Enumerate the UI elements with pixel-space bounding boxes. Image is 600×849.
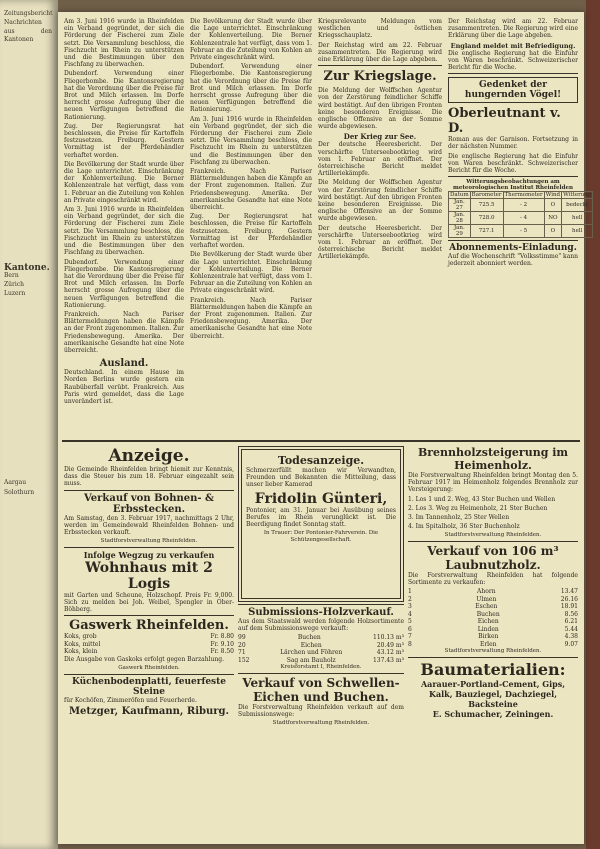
kriegslage-text3: Die Meldung der Wolffschen Agentur von der Zerstörung feindlicher Schiffe wird bestätigt. Auf den übrigen Fronten keine besonderen Ereignisse. Die englische Offensive an der Somme wurde abgewiesen. <box>318 179 442 223</box>
lh-num: 5 <box>408 618 412 626</box>
kriegslage-text2: Der deutsche Heeresbericht. Der verschärfte Unterseebootkrieg wird vom 1. Februar an eröffnet. Der österreichische Bericht meldet Artilleriekämpfe. <box>318 141 442 178</box>
sub-item: Lärchen und Föhren <box>280 649 343 657</box>
col1-top-text: Am 3. Juni 1916 wurde in Rheinfelden ein Verband gegründet, der sich die Förderung der Fischerei zum Ziele setzt. Die Versammlung beschloss, die Fischzucht im Rhein zu unterstützen und die Bestimmungen über den Fischfang zu überwachen. <box>64 18 184 69</box>
oberleutnant-heading: Oberleutnant v. D. <box>448 106 561 137</box>
cell: 725.5 <box>470 199 503 212</box>
metzger-heading: Metzger, Kaufmann, Riburg. <box>68 705 229 717</box>
sub-vol: 137.43 m³ <box>372 656 404 664</box>
submission-row <box>238 657 404 665</box>
sub-num: 99 <box>238 634 246 642</box>
weather-row <box>449 199 593 212</box>
lh-num: 1 <box>408 588 412 596</box>
gaswerk-row <box>64 648 234 656</box>
laubholz-row <box>408 633 578 641</box>
previous-page <box>0 0 58 849</box>
prev-line-3: aus den Kantonen <box>4 28 52 43</box>
wohnhaus-text: mit Garten und Scheune, Holzschopf. Preis Fr. 9,000. Sich zu melden bei Joh. Weibel, Spengler in Ober-Böhberg. <box>64 591 234 614</box>
col2-text-e: Die Bevölkerung der Stadt wurde über die Lage unterrichtet. Einschränkung der Kohlenverteilung. Die Berner Kohlenzentrale hat verfügt, dass vom 1. Februar an die Zuteilung von Kohlen an Private eingeschränkt wird. <box>190 251 312 295</box>
schwellen-heading: Verkauf von Schwellen-Eichen und Buchen. <box>242 675 400 704</box>
column-3 <box>318 18 442 436</box>
gaswerk-row <box>64 633 234 641</box>
gaswerk-sign: Gaswerk Rheinfelden. <box>118 665 180 672</box>
cell: Jan. 29 <box>449 225 471 238</box>
col4-text2: Die englische Regierung hat die Einfuhr von Waren beschränkt. Schweizerischer Bericht für die Woche. <box>448 49 578 72</box>
lh-vol: 8.56 <box>564 610 578 618</box>
cell: - 5 <box>503 225 544 238</box>
baumaterialien-text: Aarauer-Portland-Cement, Gips, Kalk, Bauziegel, Dachziegel, Backsteine <box>420 678 566 709</box>
col2-text: Die Bevölkerung der Stadt wurde über die Lage unterrichtet. Einschränkung der Kohlenverteilung. Die Berner Kohlenzentrale hat verfügt, dass vom 1. Februar an die Zuteilung von Kohlen an Private eingeschränkt wird. <box>190 18 312 62</box>
sub-vol: 43.12 m³ <box>376 649 404 657</box>
cell: O <box>544 199 561 212</box>
oberleutnant-text-b: Die englische Regierung hat die Einfuhr von Waren beschränkt. Schweizerischer Bericht für die Woche. <box>448 152 578 175</box>
brennholz-sign: Stadtforstverwaltung Rheinfelden. <box>444 532 542 539</box>
cell: Jan. 28 <box>449 212 471 225</box>
schwellen-text: Die Forstverwaltung Rheinfelden verkauft auf dem Submissionswege: <box>238 703 404 719</box>
col2-text2: Frankreich. Nach Pariser Blättermeldungen haben die Kämpfe an der Front zugenommen. Italien. Zur Friedensbewegung. Amerika. Der amerikanische Gesandte hat eine Note überreicht. <box>190 168 312 212</box>
brennholz-item-4: 4. Im Spitalholz, 36 Ster Buchenholz <box>408 523 520 531</box>
laubholz-row <box>408 588 578 596</box>
col3-text-b: Der Reichstag wird am 22. Februar zusammentreten. Die Regierung wird eine Erklärung über die Lage abgeben. <box>318 41 442 64</box>
lh-item: Eichen <box>477 618 499 626</box>
todes-title: Todesanzeige. <box>277 454 365 467</box>
gaswerk-text: Die Ausgabe von Gaskoks erfolgt gegen Barzahlung. <box>64 655 225 663</box>
lh-item: Linden <box>477 625 499 633</box>
brennholz-item-3: 3. Im Tannenholz, 25 Ster Wellen <box>408 514 510 522</box>
sub-vol: 20.49 m³ <box>376 641 404 649</box>
lh-num: 8 <box>408 640 412 648</box>
brennholz-item-1: 1. Los 1 und 2. Weg, 43 Ster Buchen und Wellen <box>408 495 556 503</box>
gaswerk-price: Fr. 8.80 <box>210 633 234 641</box>
lh-vol: 13.47 <box>560 588 578 596</box>
weather-col-barometer: Barometer <box>471 192 502 199</box>
anzeige-title: Anzeige. <box>108 446 190 466</box>
gaswerk-price: Fr. 8.50 <box>210 648 234 656</box>
sub-item: Sag am Bauholz <box>286 656 336 664</box>
lh-vol: 9.07 <box>564 640 578 648</box>
gaswerk-item: Koks, mittel <box>64 640 101 648</box>
sub-num: 152 <box>238 656 250 664</box>
lh-item: Eschen <box>475 603 498 611</box>
prev-heading-kantone: Kantone. <box>4 262 50 273</box>
ads-column-middle <box>238 446 404 838</box>
lh-vol: 4.38 <box>564 633 578 641</box>
weather-row <box>449 212 593 225</box>
col2-text-d: Zug. Der Regierungsrat hat beschlossen, die Preise für Kartoffeln festzusetzen. Freiburg. Gestern Vormittag ist der Pferdehändler verhaftet worden. <box>190 213 312 250</box>
kuechen-text: für Kochöfen, Zimmeröfen und Feuerherde. <box>64 696 197 704</box>
weather-col-temp: Thermometer <box>504 192 543 199</box>
ausland-text: Deutschland. In einem Hause im Norden Berlins wurde gestern ein Raubüberfall verübt. Frankreich. Aus Paris wird gemeldet, dass die Lage unverändert ist. <box>64 369 184 405</box>
cell: - 4 <box>503 212 544 225</box>
lh-item: Erlen <box>479 640 497 648</box>
submission-sign: Kreisforstamt I, Rheinfelden. <box>280 664 362 671</box>
sub-item: Buchen <box>297 634 321 642</box>
verkauf-bohnen-sign: Stadtforstverwaltung Rheinfelden. <box>100 538 198 545</box>
verkauf-bohnen-heading: Verkauf von Bohnen- & Erbsstecken. <box>83 492 215 515</box>
todes-text2: Pontonier, am 31. Januar bei Ausübung seines Berufes im Rhein verunglückt ist. Die Beerdigung findet Sonntag statt. <box>246 506 396 529</box>
ads-column-right <box>408 446 578 838</box>
col1-bottom-text: Zug. Der Regierungsrat hat beschlossen, die Preise für Kartoffeln festzusetzen. Freiburg. Gestern Vormittag ist der Pferdehändler verhaftet worden. <box>64 122 184 159</box>
sub-num: 71 <box>238 649 246 657</box>
kriegslage-subheading: Der Krieg zur See. <box>343 132 417 142</box>
todes-name: Fridolin Günteri, <box>254 490 388 507</box>
weather-col-wind: Wind <box>545 192 561 199</box>
gaswerk-prices <box>64 633 234 656</box>
sub-item: Eichen <box>300 641 322 649</box>
lh-num: 2 <box>408 595 412 603</box>
lh-num: 3 <box>408 603 412 611</box>
abonnement-heading: Abonnements-Einladung. <box>449 243 577 254</box>
wohnhaus-heading: Wohnhaus mit 2 Logis <box>85 559 213 592</box>
prev-line-7: Aargau <box>4 479 27 487</box>
submission-list <box>238 634 404 664</box>
lh-vol: 5.44 <box>564 625 578 633</box>
baumaterialien-heading: Baumaterialien: <box>420 659 566 679</box>
submission-row <box>238 634 404 642</box>
laubholz-row <box>408 603 578 611</box>
col4-subheading: England meldet mit Befriedigung. <box>450 41 576 50</box>
kriegslage-text: Die Meldung der Wolffschen Agentur von der Zerstörung feindlicher Schiffe wird bestätigt. Auf den übrigen Fronten keine besonderen Ereignisse. Die englische Offensive an der Somme wurde abgewiesen. <box>318 87 442 131</box>
submission-heading: Submissions-Holzverkauf. <box>248 607 394 618</box>
brennholz-text: Die Forstverwaltung Rheinfelden bringt Montag den 5. Februar 1917 im Heimenholz folgendes Brennholz zur Versteigerung: <box>408 472 578 494</box>
gaswerk-item: Koks, klein <box>64 648 98 656</box>
wohnhaus-pre: Infolge Wegzug zu verkaufen <box>83 549 215 560</box>
gedenket-banner: Gedenket der hungernden Vögel! <box>448 77 578 103</box>
ads-column-left <box>64 446 234 838</box>
page-edge <box>586 0 600 849</box>
laubholz-row <box>408 618 578 626</box>
column-4 <box>448 18 592 436</box>
weather-heading: Witterungsbeobachtungen am meteorologischen Institut Rheinfelden <box>453 179 573 192</box>
ausland-heading: Ausland. <box>99 358 149 370</box>
sub-num: 20 <box>238 641 246 649</box>
lh-item: Birken <box>478 633 499 641</box>
col1-fill-2: Am 3. Juni 1916 wurde in Rheinfelden ein Verband gegründet, der sich die Förderung der Fischerei zum Ziele setzt. Die Versammlung beschloss, die Fischzucht im Rhein zu unterstützen und die Bestimmungen über den Fischfang zu überwachen. <box>64 206 184 257</box>
section-divider <box>62 440 580 442</box>
lh-num: 4 <box>408 610 412 618</box>
baumaterialien-sign: E. Schumacher, Zeiningen. <box>432 708 554 719</box>
cell: 728.0 <box>470 212 503 225</box>
lh-item: Ulmen <box>476 595 497 603</box>
schwellen-sign: Stadtforstverwaltung Rheinfelden. <box>272 720 370 727</box>
col4-text: Der Reichstag wird am 22. Februar zusammentreten. Die Regierung wird eine Erklärung über die Lage abgeben. <box>448 18 578 40</box>
prev-line-4: Bern <box>4 271 19 279</box>
laubholz-list <box>408 588 578 648</box>
lh-item: Buchen <box>476 610 500 618</box>
sub-vol: 110.13 m³ <box>373 634 404 642</box>
brennholz-heading: Brennholzsteigerung im Heimenholz. <box>417 446 569 472</box>
prev-line-2: Nachrichten <box>4 19 42 27</box>
weather-col-weather: Witterung <box>563 192 592 199</box>
oberleutnant-text: Roman aus der Garnison. Fortsetzung in der nächsten Nummer. <box>448 136 578 151</box>
kriegslage-text4: Der deutsche Heeresbericht. Der verschärfte Unterseebootkrieg wird vom 1. Februar an eröffnet. Der österreichische Bericht meldet Artilleriekämpfe. <box>318 224 442 261</box>
cell: O <box>544 225 561 238</box>
lh-vol: 6.21 <box>564 618 578 626</box>
col3-text: Kriegsrelevante Meldungen vom westlichen und östlichen Kriegsschauplatz. <box>318 18 442 40</box>
submission-row <box>238 642 404 650</box>
lh-vol: 18.91 <box>560 603 578 611</box>
prev-line-8: Solothurn <box>4 488 35 496</box>
verkauf-bohnen-text: Am Samstag, den 3. Februar 1917, nachmittags 2 Uhr, werden im Gemeindewald Rheinfelden Bohnen- und Erbsstecken verkauft. <box>64 514 234 537</box>
kuechen-heading: Küchenbodenplatti, feuerfeste Steine <box>71 676 227 697</box>
cell: Jan. 27 <box>449 199 471 212</box>
gaswerk-heading: Gaswerk Rheinfelden. <box>69 618 229 634</box>
todes-text: Schmerzerfüllt machen wir Verwandten, Freunden und Bekannten die Mitteilung, dass unser lieber Kamerad <box>246 467 396 489</box>
todes-box <box>238 446 404 602</box>
gaswerk-row <box>64 641 234 649</box>
col1-fill-4: Frankreich. Nach Pariser Blättermeldungen haben die Kämpfe an der Front zugenommen. Italien. Zur Friedensbewegung. Amerika. Der amerikanische Gesandte hat eine Note überreicht. <box>64 310 184 354</box>
laubholz-row <box>408 596 578 604</box>
todes-sign: In Trauer: Der Pontonier-Fahrverein. Die Schützengesellschaft. <box>263 530 379 543</box>
abonnement-text: Auf die Wochenschrift "Volksstimme" kann jederzeit abonniert werden. <box>448 253 578 268</box>
anzeige-text: Die Gemeinde Rheinfelden bringt hiemit zur Kenntnis, dass die Steuer bis zum 18. Februar eingezahlt sein muss. <box>64 466 234 488</box>
laubholz-row <box>408 626 578 634</box>
cell: 727.1 <box>470 225 503 238</box>
prev-line-6: Luzern <box>4 290 26 298</box>
col2-text-b: Dubendorf. Verwendung einer Fliegerbombe. Die Kantonsregierung hat die Verordnung über die Preise für Brot und Milch erlassen. Im Dorfe herrscht grosse Aufregung über die neuen Verfügungen betreffend die Rationierung. <box>190 63 312 114</box>
submission-text: Aus dem Staatswald werden folgende Holzsortimente auf dem Submissionswege verkauft: <box>238 618 404 633</box>
cell: - 2 <box>503 199 544 212</box>
lh-vol: 26.16 <box>560 595 578 603</box>
laubholz-row <box>408 641 578 649</box>
weather-row <box>449 225 593 238</box>
laubholz-text: Die Forstverwaltung Rheinfelden hat folgende Sortimente zu verkaufen: <box>408 571 578 587</box>
cell: hell <box>562 212 593 225</box>
weather-col-date: Datum <box>450 192 469 199</box>
laubholz-sign: Stadtforstverwaltung Rheinfelden. <box>444 648 542 655</box>
lh-num: 6 <box>408 625 412 633</box>
cell: hell <box>562 225 593 238</box>
laubholz-heading: Verkauf von 106 m³ Laubnutzholz. <box>427 543 559 572</box>
col1-top-text-repeat: Dubendorf. Verwendung einer Fliegerbombe. Die Kantonsregierung hat die Verordnung über die Preise für Brot und Milch erlassen. Im Dorfe herrscht grosse Aufregung über die neuen Verfügungen betreffend die Rationierung. <box>64 70 184 121</box>
col2-text-c: Am 3. Juni 1916 wurde in Rheinfelden ein Verband gegründet, der sich die Förderung der Fischerei zum Ziele setzt. Die Versammlung beschloss, die Fischzucht im Rhein zu unterstützen und die Bestimmungen über den Fischfang zu überwachen. <box>190 115 312 166</box>
brennholz-item-2: 2. Los 3. Weg zu Heimenholz, 21 Ster Buchen <box>408 504 548 512</box>
gaswerk-item: Koks, grob <box>64 633 97 641</box>
col2-text-f: Frankreich. Nach Pariser Blättermeldungen haben die Kämpfe an der Front zugenommen. Italien. Zur Friedensbewegung. Amerika. Der amerikanische Gesandte hat eine Note überreicht. <box>190 296 312 340</box>
previous-page-column <box>4 10 52 839</box>
col1-fill-3: Dubendorf. Verwendung einer Fliegerbombe. Die Kantonsregierung hat die Verordnung über die Preise für Brot und Milch erlassen. Im Dorfe herrscht grosse Aufregung über die neuen Verfügungen betreffend die Rationierung. <box>64 258 184 309</box>
lh-num: 7 <box>408 633 412 641</box>
prev-line-1: Zeitungsbericht <box>4 10 53 17</box>
lh-item: Ahorn <box>477 588 496 596</box>
column-1 <box>64 18 184 436</box>
column-2 <box>190 18 312 436</box>
col1-fill-1: Die Bevölkerung der Stadt wurde über die Lage unterrichtet. Einschränkung der Kohlenverteilung. Die Berner Kohlenzentrale hat verfügt, dass vom 1. Februar an die Zuteilung von Kohlen an Private eingeschränkt wird. <box>64 160 184 204</box>
newspaper-page <box>58 12 592 844</box>
laubholz-row <box>408 611 578 619</box>
gaswerk-price: Fr. 9.10 <box>210 640 234 648</box>
weather-table <box>448 191 593 238</box>
submission-row <box>238 649 404 657</box>
cell: NO <box>544 212 561 225</box>
kriegslage-heading: Zur Kriegslage. <box>323 69 437 85</box>
prev-line-5: Zürich <box>4 281 25 289</box>
cell: bedeckt <box>562 199 593 212</box>
